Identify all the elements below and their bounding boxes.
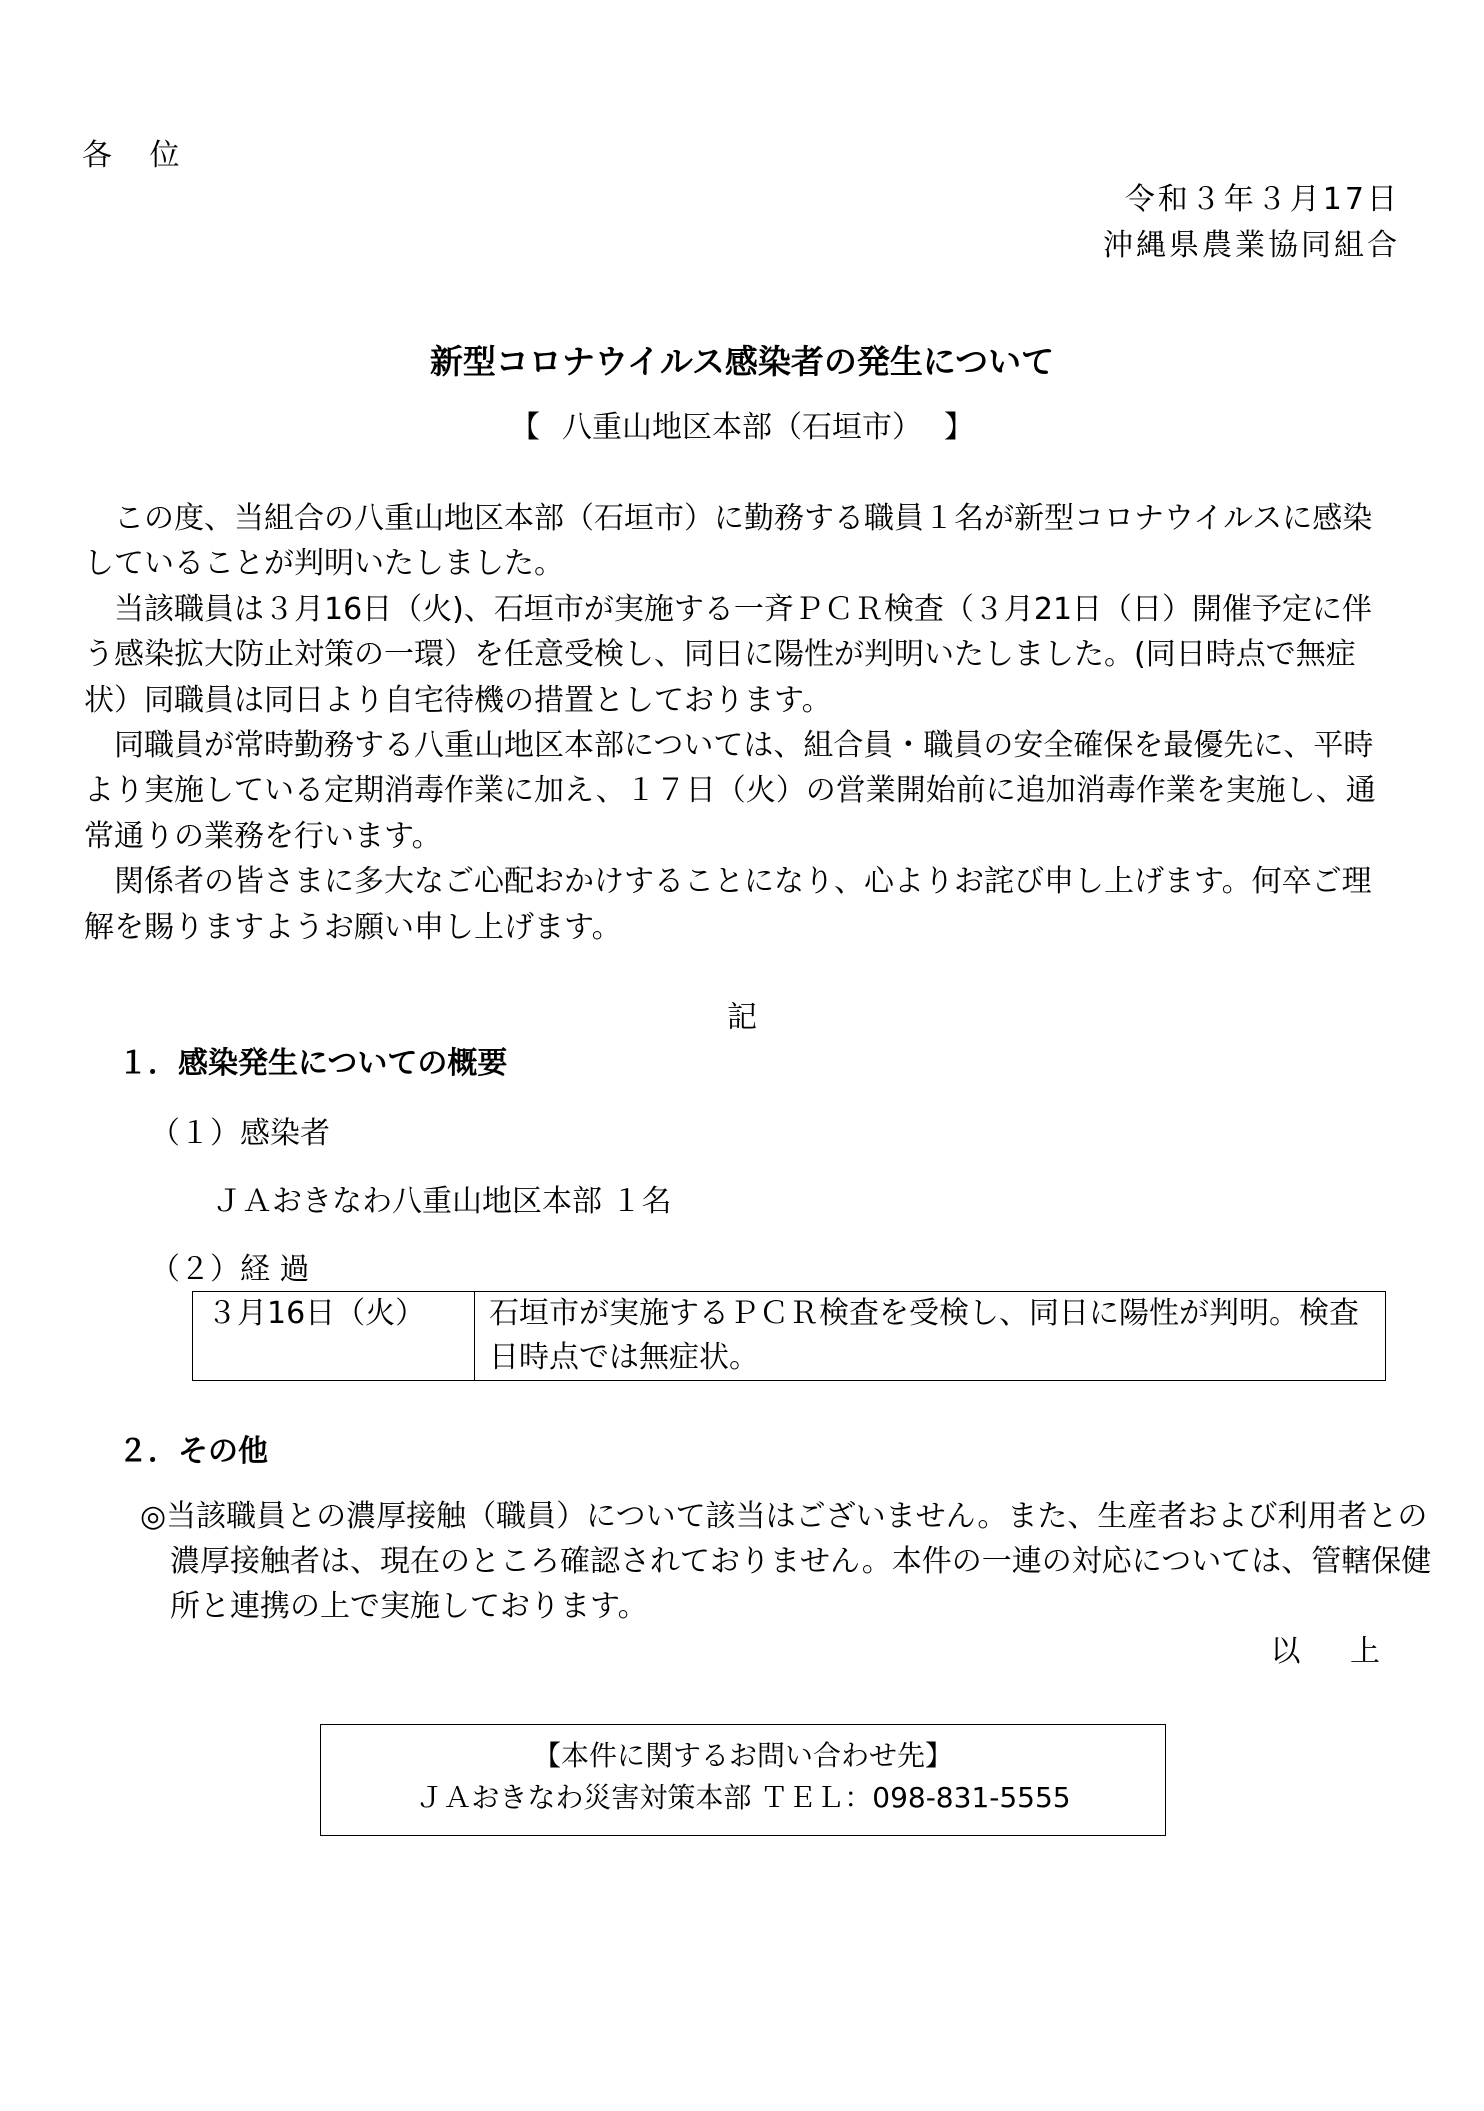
timeline-table bbox=[192, 1291, 1386, 1381]
timeline-label: （２）経 過 bbox=[150, 1252, 310, 1287]
infected-label: （１）感染者 bbox=[150, 1116, 330, 1151]
section2-text: ◎当該職員との濃厚接触（職員）について該当はございません。また、生産者および利用者との濃厚接触者は、現在のところ確認されておりません。本件の一連の対応については、管轄保健所と連携の上で実施しております。 bbox=[140, 1499, 1432, 1624]
contact-box bbox=[320, 1724, 1166, 1836]
timeline-date: ３月16日（火） bbox=[193, 1292, 475, 1380]
section1-heading: １．感染発生についての概要 bbox=[118, 1046, 508, 1081]
subtitle-close-bracket: 】 bbox=[944, 410, 974, 445]
contact-heading: 【本件に関するお問い合わせ先】 bbox=[532, 1739, 953, 1772]
subtitle-open-bracket: 【 bbox=[510, 410, 540, 445]
document-title: 新型コロナウイルス感染者の発生について bbox=[429, 342, 1055, 381]
body-paragraph: 関係者の皆さまに多大なご心配おかけすることになり、心よりお詫び申し上げます。何卒ご理解を賜りますようお願い申し上げます。 bbox=[84, 864, 1372, 945]
document-subtitle bbox=[0, 406, 1484, 450]
contact-line: ＪＡおきなわ災害対策本部 ＴＥＬ：098-831-5555 bbox=[415, 1781, 1071, 1814]
issuing-organization: 沖縄県農業協同組合 bbox=[1103, 228, 1400, 263]
section2-heading: ２．その他 bbox=[118, 1434, 268, 1469]
closing-mark: 以 上 bbox=[1270, 1634, 1400, 1669]
notes-marker: 記 bbox=[727, 1000, 757, 1035]
addressee: 各 位 bbox=[82, 138, 194, 173]
subtitle-location: 八重山地区本部（石垣市） bbox=[562, 410, 922, 445]
body-paragraph: この度、当組合の八重山地区本部（石垣市）に勤務する職員１名が新型コロナウイルスに感染していることが判明いたしました。 bbox=[84, 501, 1373, 582]
body-text bbox=[84, 496, 1400, 950]
infected-value: ＪＡおきなわ八重山地区本部 １名 bbox=[212, 1184, 672, 1219]
timeline-description: 石垣市が実施するＰＣＲ検査を受検し、同日に陽性が判明。検査日時点では無症状。 bbox=[489, 1296, 1359, 1375]
body-paragraph: 同職員が常時勤務する八重山地区本部については、組合員・職員の安全確保を最優先に、平時より実施している定期消毒作業に加え、１７日（火）の営業開始前に追加消毒作業を実施し、通常通りの業務を行います。 bbox=[84, 728, 1376, 854]
body-paragraph: 当該職員は３月16日（火)、石垣市が実施する一斉ＰＣＲ検査（３月21日（日）開催予定に伴う感染拡大防止対策の一環）を任意受検し、同日に陽性が判明いたしました。(同日時点で無症状）同職員は同日より自宅待機の措置としております。 bbox=[84, 591, 1373, 718]
document-date: 令和３年３月17日 bbox=[1124, 182, 1400, 217]
